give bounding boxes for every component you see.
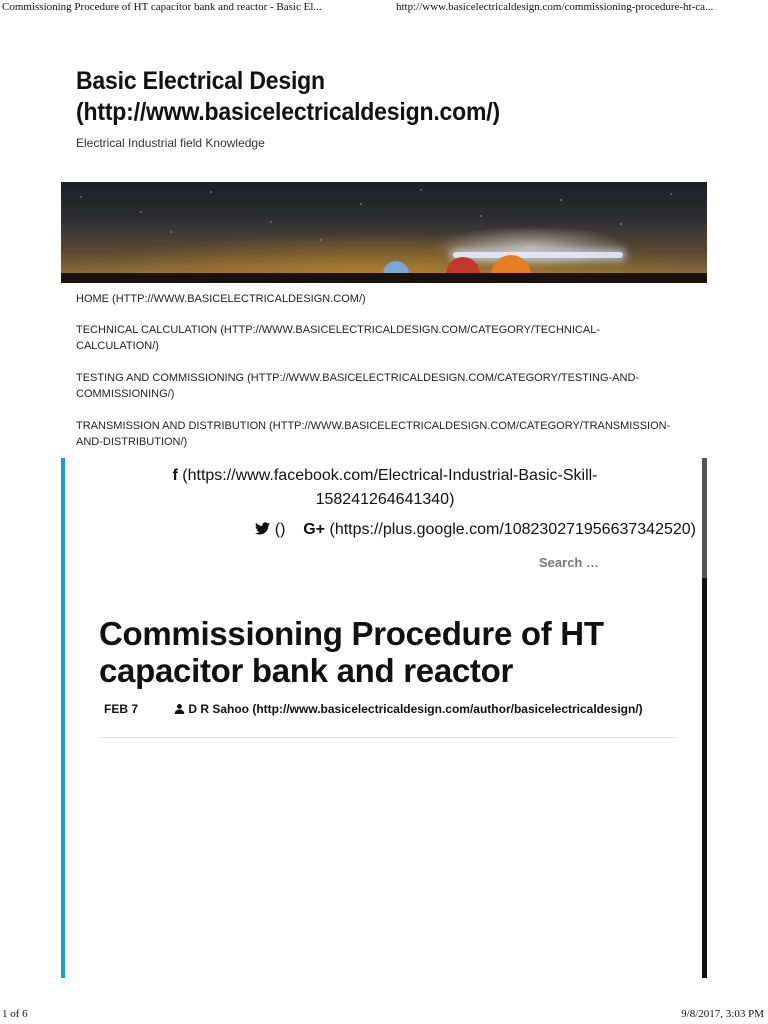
nav-item-label: HOME (HTTP://WWW.BASICELECTRICALDESIGN.COM/): [76, 293, 366, 305]
post-title-line1: Commissioning Procedure of HT: [99, 615, 604, 652]
nav-item-home[interactable]: [76, 291, 706, 307]
google-plus-icon: G+: [303, 521, 326, 538]
facebook-link[interactable]: [140, 464, 630, 512]
nav-item-label-cont: AND-DISTRIBUTION/): [76, 436, 188, 448]
nav-item-transmission-and-distribution[interactable]: [76, 418, 706, 450]
site-tagline: Electrical Industrial field Knowledge: [76, 136, 265, 150]
google-plus-link[interactable]: [303, 521, 696, 538]
google-plus-url: (https://plus.google.com/108230271956637342520): [329, 521, 696, 538]
nav-item-label-cont: CALCULATION/): [76, 340, 159, 352]
facebook-url-line1: (https://www.facebook.com/Electrical-Industrial-Basic-Skill-: [182, 467, 598, 484]
content-left-accent-bar: [61, 458, 65, 978]
site-url: (http://www.basicelectricaldesign.com/): [76, 98, 500, 126]
post-title-line2: capacitor bank and reactor: [99, 652, 514, 689]
facebook-icon: f: [172, 467, 178, 484]
twitter-link[interactable]: [255, 521, 290, 538]
print-header-url: http://www.basicelectricaldesign.com/commissioning-procedure-ht-ca...: [396, 1, 714, 13]
scrollbar-thumb[interactable]: [702, 458, 707, 578]
banner-ground: [61, 273, 707, 283]
header-banner-image: [61, 182, 707, 283]
nav-item-label: TESTING AND COMMISSIONING (HTTP://WWW.BASICELECTRICALDESIGN.COM/CATEGORY/TESTING-AND-: [76, 372, 640, 384]
author-link[interactable]: [174, 702, 643, 716]
nav-item-label: TECHNICAL CALCULATION (HTTP://WWW.BASICELECTRICALDESIGN.COM/CATEGORY/TECHNICAL-: [76, 324, 600, 336]
author-name: D R Sahoo (http://www.basicelectricaldesign.com/author/basicelectricaldesign/): [188, 702, 643, 716]
facebook-url-line2: 158241264641340): [315, 491, 455, 508]
banner-light-trail: [453, 252, 623, 258]
search-input[interactable]: Search …: [539, 555, 599, 570]
nav-item-testing-and-commissioning[interactable]: [76, 370, 706, 402]
print-header: [0, 0, 768, 16]
nav-item-label: TRANSMISSION AND DISTRIBUTION (HTTP://WWW.BASICELECTRICALDESIGN.COM/CATEGORY/TRANSMISSION-: [76, 420, 671, 432]
site-title: Basic Electrical Design: [76, 67, 325, 95]
nav-item-label-cont: COMMISSIONING/): [76, 388, 175, 400]
post-title: [99, 615, 659, 689]
page-count: 1 of 6: [2, 1008, 28, 1020]
print-header-title: Commissioning Procedure of HT capacitor bank and reactor - Basic El...: [2, 1, 322, 13]
nav-item-technical-calculation[interactable]: [76, 322, 706, 354]
post-meta-divider: [99, 737, 677, 738]
twitter-icon: [255, 522, 270, 535]
post-date: FEB 7: [104, 702, 139, 716]
social-links-row: [180, 518, 696, 542]
print-footer: [0, 1008, 768, 1024]
twitter-url: (): [274, 521, 286, 538]
print-timestamp: 9/8/2017, 3:03 PM: [681, 1008, 764, 1020]
user-icon: [174, 703, 185, 714]
site-title-link[interactable]: [76, 66, 665, 128]
